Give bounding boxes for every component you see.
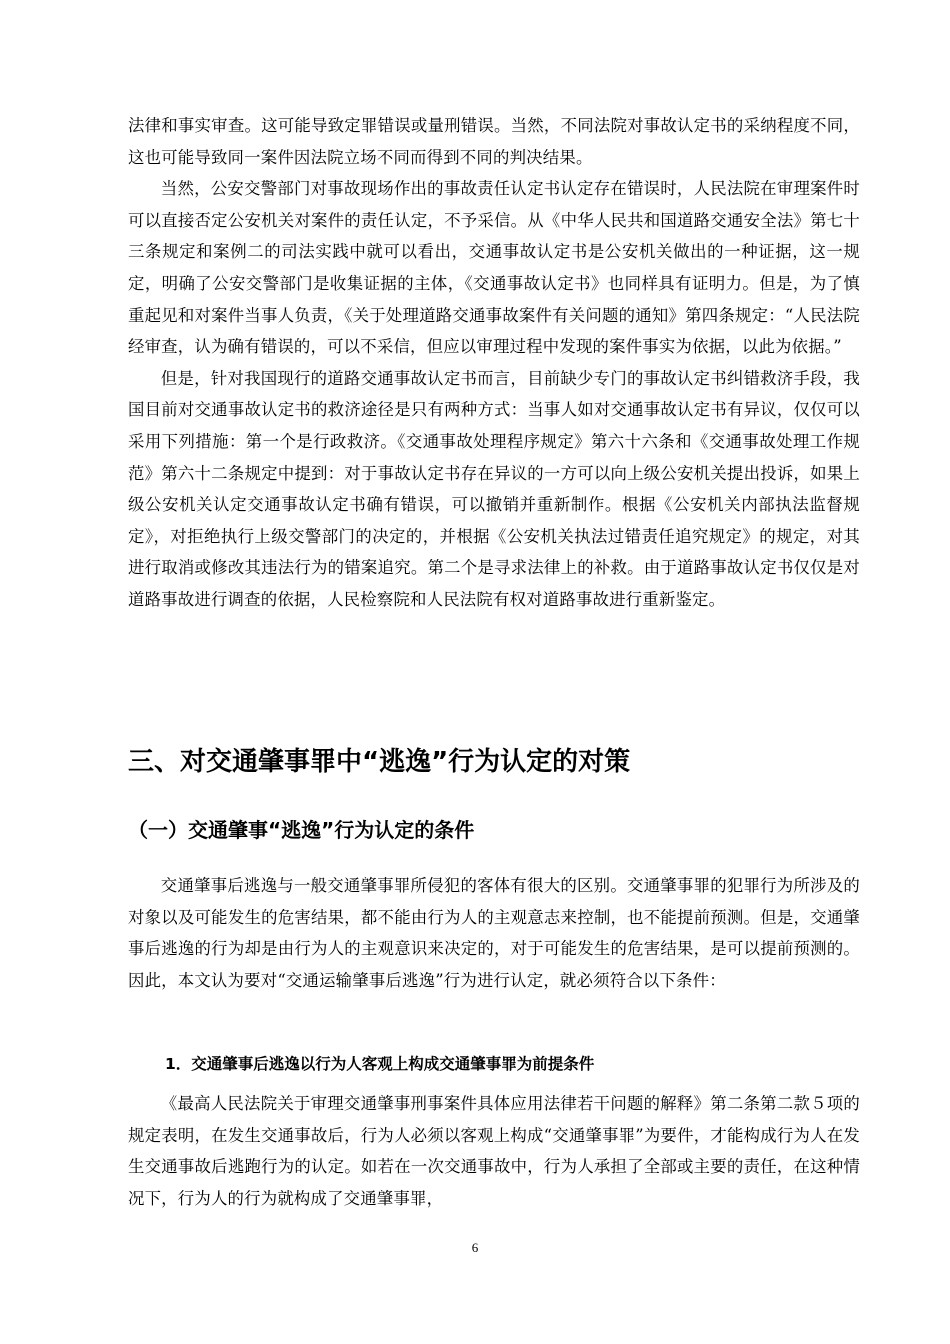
- paragraph-2: 当然，公安交警部门对事故现场作出的事故责任认定书认定存在错误时，人民法院在审理案件时可以直接否定公安机关对案件的责任认定，不予采信。从《中华人民共和国道路交通安全法》第七十三条规定和案例二的司法实践中就可以看出，交通事故认定书是公安机关做出的一种证据，这一规定，明确了公安交警部门是收集证据的主体，《交通事故认定书》也同样具有证明力。但是，为了慎重起见和对案件当事人负责，《关于处理道路交通事故案件有关问题的通知》第四条规定：“人民法院经审查，认为确有错误的，可以不采信，但应以审理过程中发现的案件事实为依据，以此为依据。”: [128, 179, 860, 357]
- page-number: 6: [471, 1240, 479, 1255]
- paragraph-4: 交通肇事后逃逸与一般交通肇事罪所侵犯的客体有很大的区别。交通肇事罪的犯罪行为所涉及的对象以及可能发生的危害结果，都不能由行为人的主观意志来控制，也不能提前预测。但是，交通肇事后逃逸的行为却是由行为人的主观意识来决定的，对于可能发生的危害结果，是可以提前预测的。因此，本文认为要对“交通运输肇事后逃逸”行为进行认定，就必须符合以下条件：: [128, 876, 860, 990]
- item-heading: 1．交通肇事后逃逸以行为人客观上构成交通肇事罪为前提条件: [165, 1055, 595, 1073]
- subsection-heading: （一）交通肇事“逃逸”行为认定的条件: [128, 818, 475, 842]
- item-body: [128, 1088, 860, 1214]
- section-heading: 三、对交通肇事罪中“逃逸”行为认定的对策: [128, 747, 631, 777]
- subsection-body: [128, 870, 860, 996]
- paragraph-1: 法律和事实审查。这可能导致定罪错误或量刑错误。当然，不同法院对事故认定书的采纳程度不同，这也可能导致同一案件因法院立场不同而得到不同的判决结果。: [128, 116, 860, 167]
- body-text-top: [128, 110, 860, 616]
- paragraph-3: 但是，针对我国现行的道路交通事故认定书而言，目前缺少专门的事故认定书纠错救济手段，我国目前对交通事故认定书的救济途径是只有两种方式：当事人如对交通事故认定书有异议，仅仅可以采用下列措施：第一个是行政救济。《交通事故处理程序规定》第六十六条和《交通事故处理工作规范》第六十二条规定中提到：对于事故认定书存在异议的一方可以向上级公安机关提出投诉，如果上级公安机关认定交通事故认定书确有错误，可以撤销并重新制作。根据《公安机关内部执法监督规定》，对拒绝执行上级交警部门的决定的，并根据《公安机关执法过错责任追究规定》的规定，对其进行取消或修改其违法行为的错案追究。第二个是寻求法律上的补救。由于道路事故认定书仅仅是对道路事故进行调查的依据，人民检察院和人民法院有权对道路事故进行重新鉴定。: [128, 368, 860, 609]
- paragraph-5: 《最高人民法院关于审理交通肇事刑事案件具体应用法律若干问题的解释》第二条第二款５项的规定表明，在发生交通事故后，行为人必须以客观上构成“交通肇事罪”为要件，才能构成行为人在发生交通事故后逃跑行为的认定。如若在一次交通事故中，行为人承担了全部或主要的责任，在这种情况下，行为人的行为就构成了交通肇事罪，: [128, 1094, 860, 1208]
